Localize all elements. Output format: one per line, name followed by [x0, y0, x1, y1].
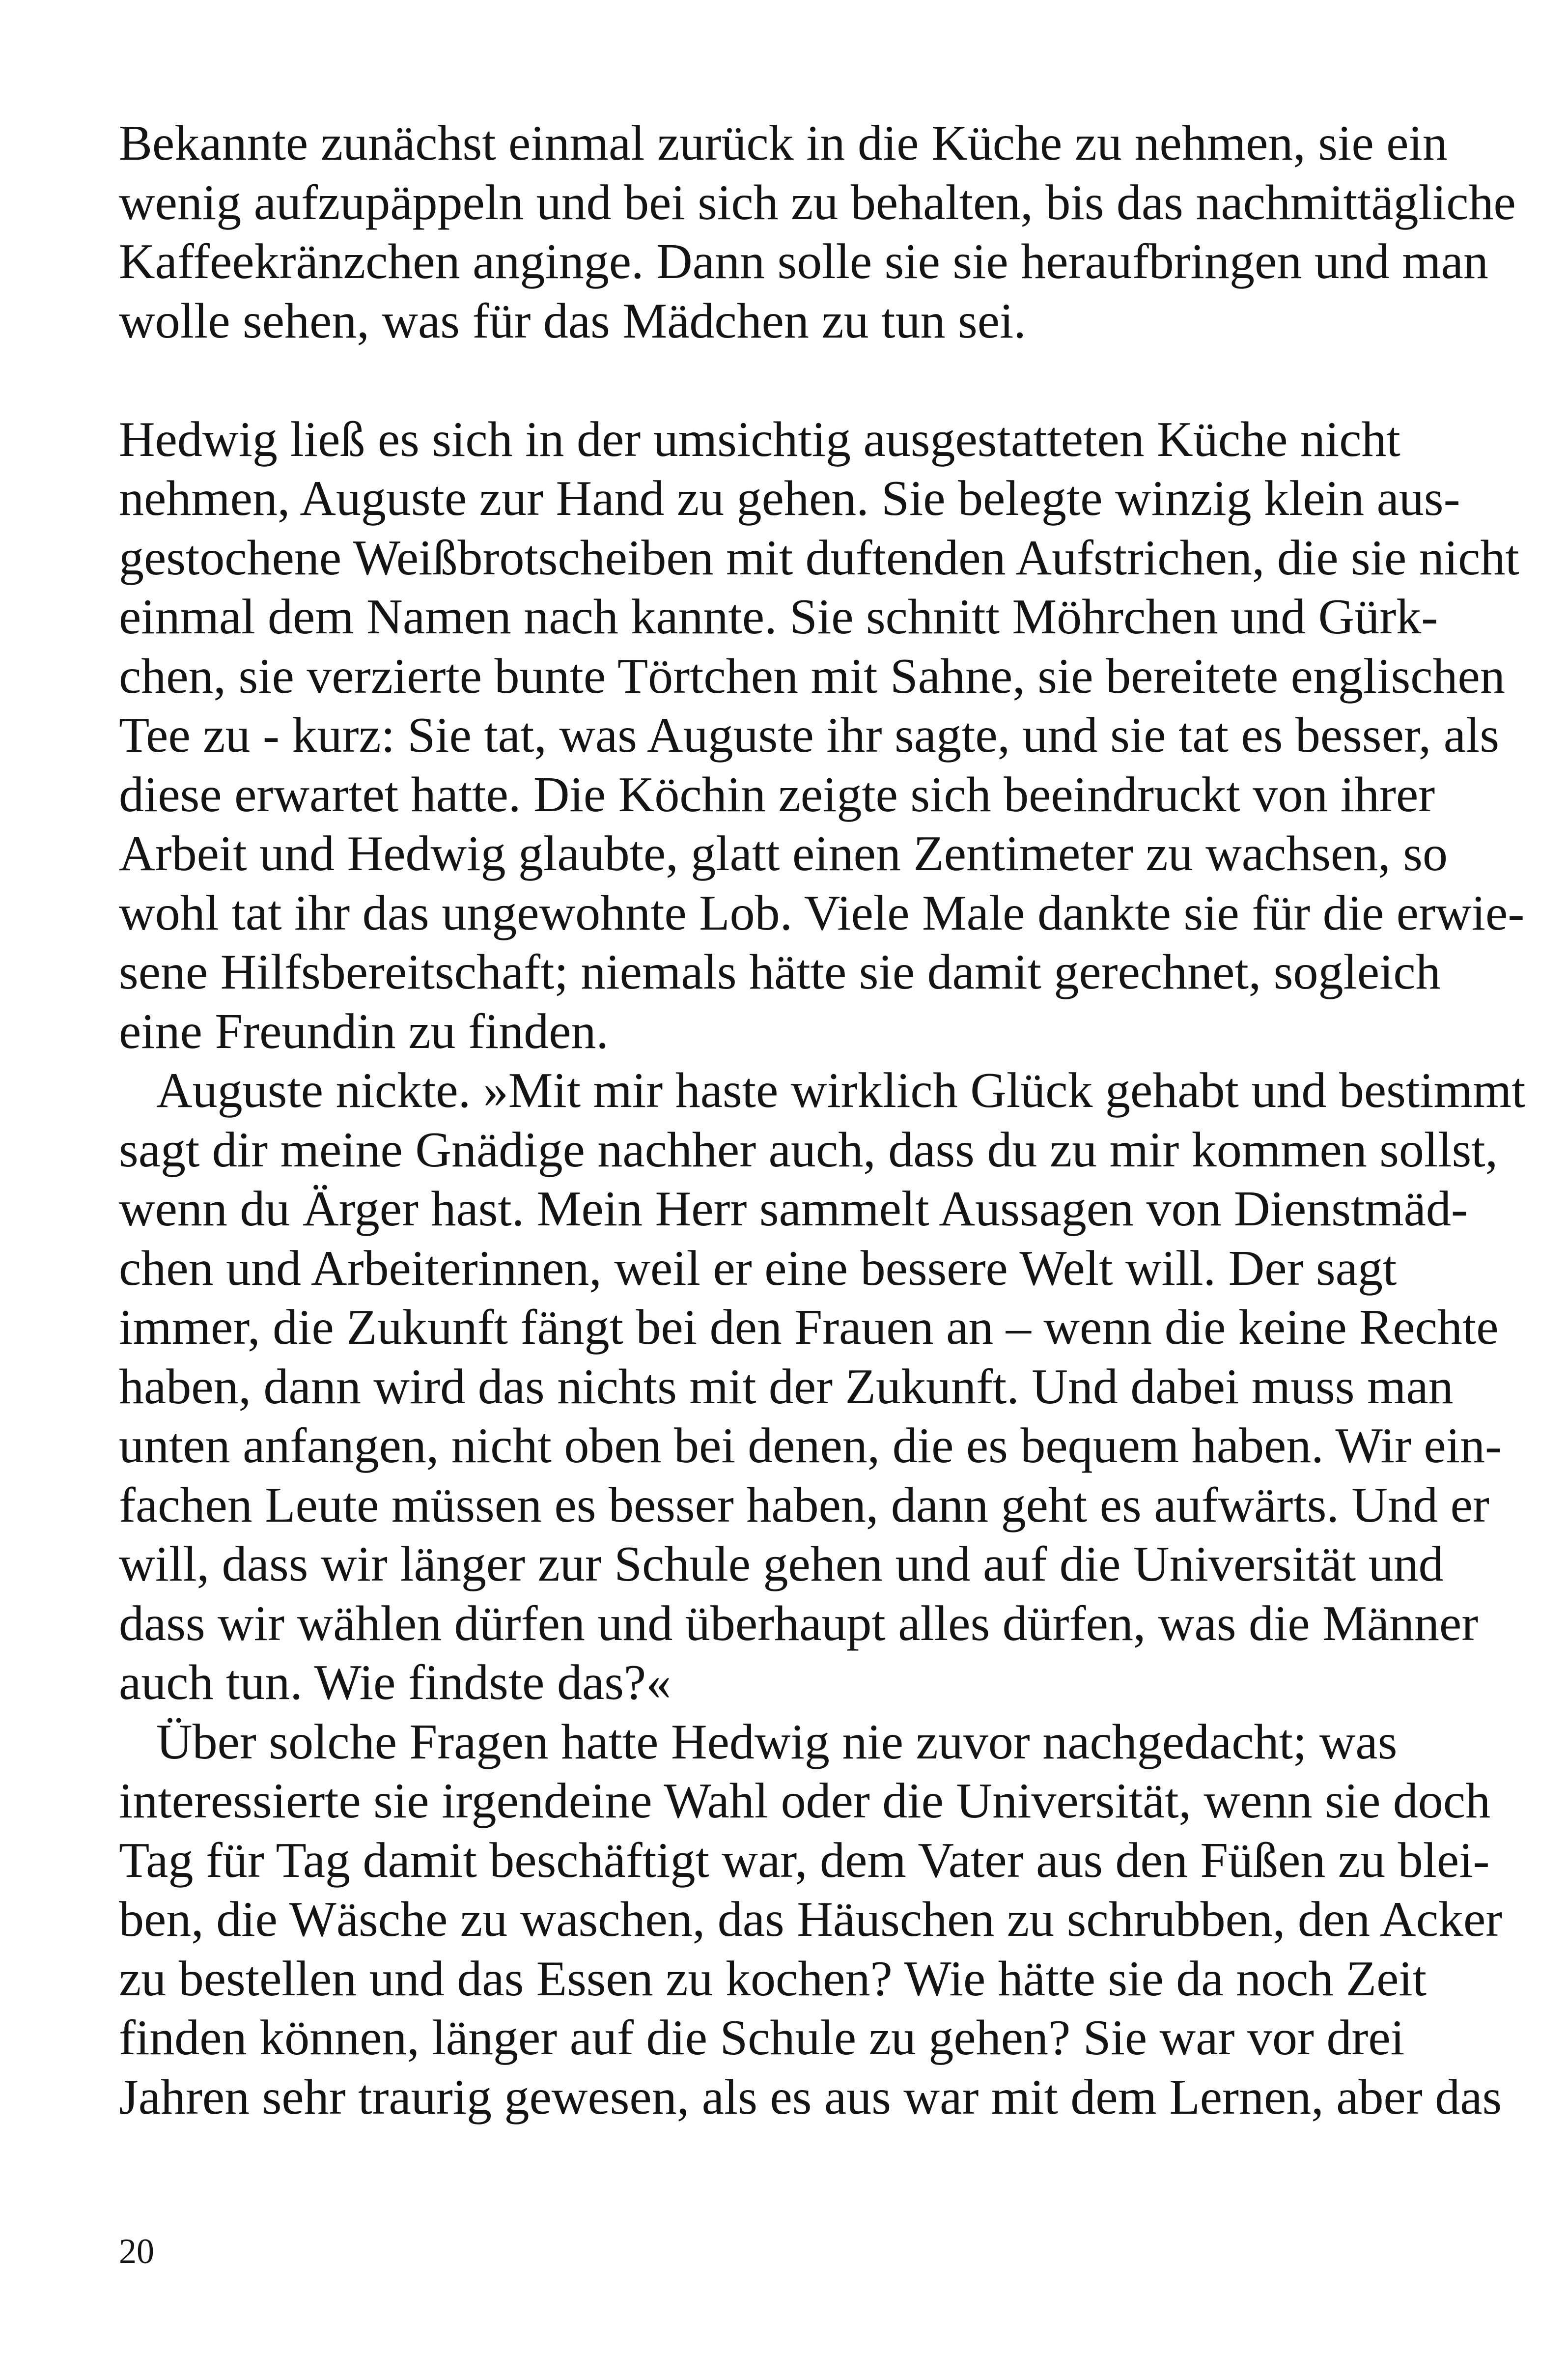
text-line: Hedwig ließ es sich in der umsichtig ausgestatteten Küche nicht: [119, 411, 1400, 467]
text-line: Bekannte zunächst einmal zurück in die Küche zu nehmen, sie ein: [119, 115, 1448, 171]
text-line: wohl tat ihr das ungewohnte Lob. Viele Male dankte sie für die erwie-: [119, 885, 1525, 941]
text-line: wolle sehen, was für das Mädchen zu tun sei.: [119, 293, 1026, 349]
text-line: ben, die Wäsche zu waschen, das Häuschen zu schrubben, den Acker: [119, 1892, 1503, 1947]
text-line: sagt dir meine Gnädige nachher auch, dass du zu mir kommen sollst,: [119, 1122, 1498, 1178]
text-line: diese erwartet hatte. Die Köchin zeigte sich beeindruckt von ihrer: [119, 766, 1435, 822]
text-line: einmal dem Namen nach kannte. Sie schnitt Möhrchen und Gürk-: [119, 589, 1438, 645]
text-line: finden können, länger auf die Schule zu gehen? Sie war vor drei: [119, 2010, 1405, 2066]
text-line: haben, dann wird das nichts mit der Zukunft. Und dabei muss man: [119, 1359, 1454, 1415]
text-line: Tag für Tag damit beschäftigt war, dem Vater aus den Füßen zu blei-: [119, 1832, 1490, 1888]
text-line: zu bestellen und das Essen zu kochen? Wie hätte sie da noch Zeit: [119, 1951, 1427, 2007]
text-line: chen, sie verzierte bunte Törtchen mit Sahne, sie bereitete englischen: [119, 648, 1505, 704]
section-break: [119, 351, 1396, 410]
text-line: nehmen, Auguste zur Hand zu gehen. Sie belegte winzig klein aus-: [119, 471, 1460, 526]
text-line: Über solche Fragen hatte Hedwig nie zuvor nachgedacht; was: [156, 1714, 1398, 1770]
text-line: Kaffeekränzchen anginge. Dann solle sie sie heraufbringen und man: [119, 234, 1488, 289]
text-line: will, dass wir länger zur Schule gehen und auf die Universität und: [119, 1536, 1444, 1592]
text-line: dass wir wählen dürfen und überhaupt alles dürfen, was die Männer: [119, 1595, 1479, 1651]
text-line: fachen Leute müssen es besser haben, dann geht es aufwärts. Und er: [119, 1477, 1489, 1533]
text-line: unten anfangen, nicht oben bei denen, die es bequem haben. Wir ein-: [119, 1418, 1502, 1473]
page-number: 20: [119, 2232, 154, 2271]
text-line: interessierte sie irgendeine Wahl oder die Universität, wenn sie doch: [119, 1773, 1491, 1829]
text-line: immer, die Zukunft fängt bei den Frauen an – wenn die keine Rechte: [119, 1300, 1499, 1355]
text-line: wenig aufzupäppeln und bei sich zu behalten, bis das nachmittägliche: [119, 174, 1516, 230]
text-line: eine Freundin zu finden.: [119, 1003, 609, 1059]
text-line: Arbeit und Hedwig glaubte, glatt einen Zentimeter zu wachsen, so: [119, 826, 1448, 881]
text-line: sene Hilfsbereitschaft; niemals hätte sie damit gerechnet, sogleich: [119, 944, 1441, 1000]
text-line: chen und Arbeiterinnen, weil er eine bessere Welt will. Der sagt: [119, 1240, 1397, 1296]
text-line: Tee zu - kurz: Sie tat, was Auguste ihr sagte, und sie tat es besser, als: [119, 708, 1500, 763]
text-line: auch tun. Wie findste das?«: [119, 1655, 672, 1710]
text-line: Auguste nickte. »Mit mir haste wirklich Glück gehabt und bestimmt: [156, 1063, 1526, 1118]
text-line: gestochene Weißbrotscheiben mit duftenden Aufstrichen, die sie nicht: [119, 530, 1519, 586]
text-line: wenn du Ärger hast. Mein Herr sammelt Aussagen von Dienstmäd-: [119, 1181, 1468, 1237]
body-text: [119, 114, 1526, 2127]
text-line: Jahren sehr traurig gewesen, als es aus war mit dem Lernen, aber das: [119, 2069, 1502, 2125]
